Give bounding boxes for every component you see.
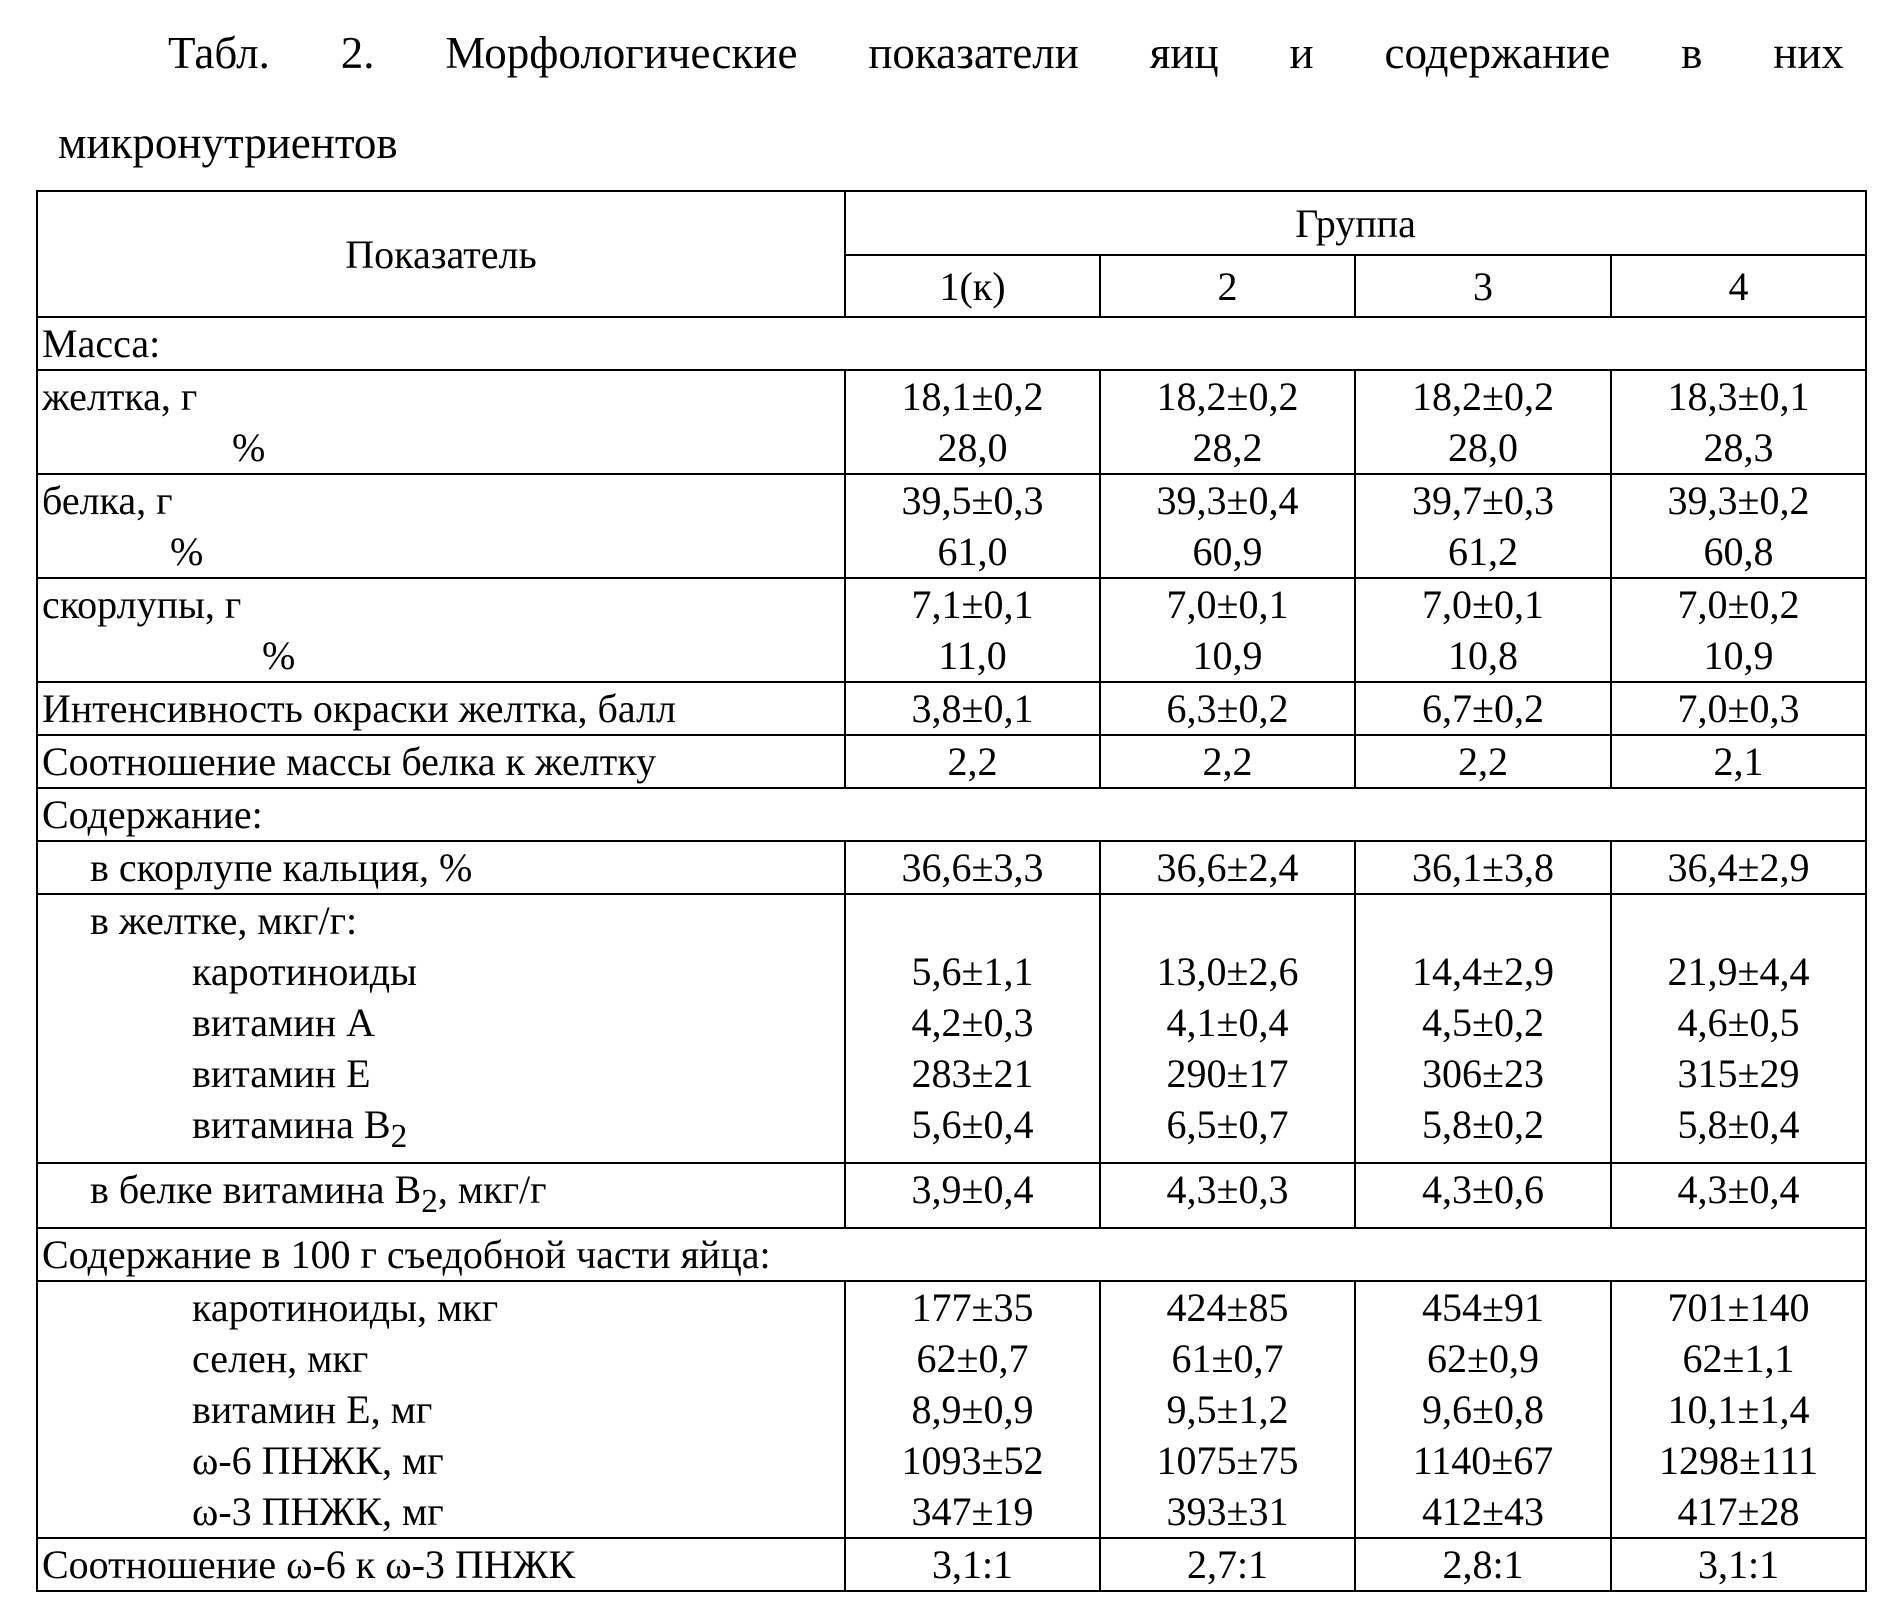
cell-value: 18,2±0,2 bbox=[1156, 374, 1299, 419]
row-label bbox=[37, 578, 845, 682]
table-row-omega-ratio bbox=[37, 1538, 1866, 1591]
cell-group-2: 36,6±2,4 bbox=[1100, 841, 1355, 894]
cell-value: 4,6±0,5 bbox=[1677, 1000, 1800, 1045]
cell-value: 61±0,7 bbox=[1171, 1336, 1284, 1381]
cell-value: 6,5±0,7 bbox=[1166, 1102, 1289, 1147]
row-label-text: каротиноиды, мкг bbox=[192, 1285, 499, 1330]
cell-group-1 bbox=[845, 578, 1100, 682]
cell-value: 417±28 bbox=[1677, 1489, 1800, 1534]
row-label bbox=[37, 1163, 845, 1228]
cell-value bbox=[1105, 895, 1350, 946]
table-row-edible-heading bbox=[37, 1228, 1866, 1281]
cell-value: 61,0 bbox=[937, 529, 1008, 574]
cell-value: 60,9 bbox=[1192, 529, 1263, 574]
row-label-text: ω-6 ПНЖК, мг bbox=[192, 1438, 444, 1483]
cell-value: 62±0,9 bbox=[1427, 1336, 1539, 1381]
caption-word: показатели bbox=[868, 28, 1079, 78]
cell-value: 39,5±0,3 bbox=[901, 478, 1044, 523]
table-row-yolk-content bbox=[37, 894, 1866, 1163]
cell-value: 14,4±2,9 bbox=[1412, 949, 1554, 994]
cell-group-3: 36,1±3,8 bbox=[1355, 841, 1611, 894]
cell-value: 306±23 bbox=[1422, 1051, 1544, 1096]
cell-group-4 bbox=[1611, 370, 1866, 474]
header-indicator: Показатель bbox=[37, 191, 845, 317]
cell-value: 283±21 bbox=[911, 1051, 1034, 1096]
row-label-text: витамин Е bbox=[192, 1051, 371, 1096]
row-label-text: в скорлупе кальция, % bbox=[90, 845, 473, 890]
cell-value: 28,0 bbox=[1448, 425, 1518, 470]
cell-value: 39,7±0,3 bbox=[1412, 478, 1554, 523]
caption-line-1 bbox=[58, 8, 1844, 98]
cell-group-2 bbox=[1100, 578, 1355, 682]
row-label: Интенсивность окраски желтка, балл bbox=[37, 682, 845, 735]
cell-group-2 bbox=[1100, 370, 1355, 474]
row-label-percent: % bbox=[262, 633, 296, 678]
table-row-white-mass bbox=[37, 474, 1866, 578]
table-row-content-heading bbox=[37, 788, 1866, 841]
cell-group-3 bbox=[1355, 1281, 1611, 1538]
table-caption bbox=[58, 8, 1844, 188]
row-label-text: в белке витамина В bbox=[90, 1167, 422, 1212]
cell-group-4: 3,1:1 bbox=[1611, 1538, 1866, 1591]
cell-group-3 bbox=[1355, 578, 1611, 682]
cell-value: 7,0±0,1 bbox=[1422, 582, 1544, 627]
cell-value: 290±17 bbox=[1166, 1051, 1289, 1096]
cell-group-2: 2,2 bbox=[1100, 735, 1355, 788]
subscript: 2 bbox=[421, 1183, 438, 1220]
table-row-mass-heading bbox=[37, 317, 1866, 370]
cell-value: 5,6±1,1 bbox=[911, 949, 1034, 994]
cell-group-3 bbox=[1355, 474, 1611, 578]
cell-group-4: 7,0±0,3 bbox=[1611, 682, 1866, 735]
row-label-text bbox=[42, 1099, 840, 1162]
cell-value: 412±43 bbox=[1422, 1489, 1544, 1534]
section-label: Масса: bbox=[37, 317, 1866, 370]
row-label-text bbox=[42, 1164, 840, 1227]
table-row-shell-calcium bbox=[37, 841, 1866, 894]
cell-value: 5,8±0,2 bbox=[1422, 1102, 1544, 1147]
row-label-text: витамин А bbox=[192, 1000, 376, 1045]
row-label: Соотношение ω-6 к ω-3 ПНЖК bbox=[37, 1538, 845, 1591]
cell-value: 7,1±0,1 bbox=[911, 582, 1034, 627]
table-row-white-b2 bbox=[37, 1163, 1866, 1228]
cell-group-2 bbox=[1100, 894, 1355, 1163]
cell-group-4 bbox=[1611, 894, 1866, 1163]
cell-value: 18,2±0,2 bbox=[1412, 374, 1554, 419]
row-label bbox=[37, 1281, 845, 1538]
cell-group-2 bbox=[1100, 1281, 1355, 1538]
row-label: Соотношение массы белка к желтку bbox=[37, 735, 845, 788]
cell-group-4: 4,3±0,4 bbox=[1611, 1163, 1866, 1228]
cell-value: 62±1,1 bbox=[1682, 1336, 1795, 1381]
cell-value: 1298±111 bbox=[1659, 1438, 1818, 1483]
caption-word: Табл. bbox=[168, 28, 270, 78]
cell-value: 1075±75 bbox=[1156, 1438, 1299, 1483]
cell-group-3: 2,8:1 bbox=[1355, 1538, 1611, 1591]
row-label-text: витамин Е, мг bbox=[192, 1387, 433, 1432]
cell-value: 10,9 bbox=[1192, 633, 1263, 678]
caption-word: в bbox=[1681, 28, 1703, 78]
row-label-percent: % bbox=[232, 425, 266, 470]
cell-value: 11,0 bbox=[938, 633, 1007, 678]
cell-value: 28,0 bbox=[937, 425, 1008, 470]
header-group-2: 2 bbox=[1100, 255, 1355, 317]
cell-value: 9,5±1,2 bbox=[1166, 1387, 1289, 1432]
cell-value: 4,2±0,3 bbox=[911, 1000, 1034, 1045]
cell-group-1: 3,1:1 bbox=[845, 1538, 1100, 1591]
header-group-4: 4 bbox=[1611, 255, 1866, 317]
row-label-text: ω-3 ПНЖК, мг bbox=[192, 1489, 444, 1534]
cell-value: 347±19 bbox=[911, 1489, 1034, 1534]
row-label-text: в желтке, мкг/г: bbox=[90, 898, 358, 943]
cell-value: 393±31 bbox=[1166, 1489, 1289, 1534]
cell-value: 21,9±4,4 bbox=[1667, 949, 1810, 994]
row-label bbox=[37, 370, 845, 474]
cell-group-2 bbox=[1100, 474, 1355, 578]
cell-value: 10,9 bbox=[1703, 633, 1774, 678]
cell-value bbox=[1616, 895, 1861, 946]
cell-value: 5,8±0,4 bbox=[1677, 1102, 1800, 1147]
caption-word: Морфологические bbox=[445, 28, 798, 78]
cell-value: 454±91 bbox=[1422, 1285, 1544, 1330]
cell-value: 10,1±1,4 bbox=[1667, 1387, 1810, 1432]
cell-value: 1140±67 bbox=[1412, 1438, 1554, 1483]
cell-value: 5,6±0,4 bbox=[911, 1102, 1034, 1147]
caption-line-2: микронутриентов bbox=[58, 118, 398, 168]
cell-value: 28,2 bbox=[1192, 425, 1263, 470]
cell-group-2: 2,7:1 bbox=[1100, 1538, 1355, 1591]
header-group-3: 3 bbox=[1355, 255, 1611, 317]
cell-group-4 bbox=[1611, 474, 1866, 578]
cell-group-1: 3,8±0,1 bbox=[845, 682, 1100, 735]
cell-group-1 bbox=[845, 370, 1100, 474]
cell-group-1: 2,2 bbox=[845, 735, 1100, 788]
cell-value: 61,2 bbox=[1448, 529, 1518, 574]
header-row-1 bbox=[37, 191, 1866, 255]
row-label bbox=[37, 841, 845, 894]
cell-value: 9,6±0,8 bbox=[1422, 1387, 1544, 1432]
row-label bbox=[37, 474, 845, 578]
cell-group-3: 6,7±0,2 bbox=[1355, 682, 1611, 735]
cell-group-1 bbox=[845, 894, 1100, 1163]
cell-group-3 bbox=[1355, 894, 1611, 1163]
cell-value: 4,5±0,2 bbox=[1422, 1000, 1544, 1045]
cell-group-1 bbox=[845, 474, 1100, 578]
row-label-main: белка, г bbox=[42, 478, 173, 523]
cell-value: 7,0±0,2 bbox=[1677, 582, 1800, 627]
section-label: Содержание в 100 г съедобной части яйца: bbox=[37, 1228, 1866, 1281]
caption-word: и bbox=[1289, 28, 1314, 78]
cell-group-4: 2,1 bbox=[1611, 735, 1866, 788]
section-label: Содержание: bbox=[37, 788, 1866, 841]
cell-value: 7,0±0,1 bbox=[1166, 582, 1289, 627]
table-row-yolk-mass bbox=[37, 370, 1866, 474]
cell-value: 10,8 bbox=[1448, 633, 1518, 678]
row-label-text: селен, мкг bbox=[192, 1336, 369, 1381]
cell-value: 177±35 bbox=[911, 1285, 1034, 1330]
cell-value: 28,3 bbox=[1703, 425, 1774, 470]
row-label-text: каротиноиды bbox=[192, 949, 417, 994]
row-label-main: желтка, г bbox=[42, 374, 198, 419]
caption-word: яиц bbox=[1149, 28, 1219, 78]
cell-value: 39,3±0,2 bbox=[1667, 478, 1810, 523]
caption-word: них bbox=[1773, 28, 1844, 78]
cell-value: 39,3±0,4 bbox=[1156, 478, 1299, 523]
table-row-white-yolk-ratio bbox=[37, 735, 1866, 788]
header-group-1: 1(к) bbox=[845, 255, 1100, 317]
cell-value: 1093±52 bbox=[901, 1438, 1044, 1483]
caption-word: 2. bbox=[340, 28, 375, 78]
cell-group-2: 6,3±0,2 bbox=[1100, 682, 1355, 735]
cell-value: 8,9±0,9 bbox=[911, 1387, 1034, 1432]
cell-value: 18,1±0,2 bbox=[901, 374, 1044, 419]
cell-value: 424±85 bbox=[1166, 1285, 1289, 1330]
cell-value: 13,0±2,6 bbox=[1156, 949, 1299, 994]
cell-group-3 bbox=[1355, 370, 1611, 474]
table-row-yolk-color bbox=[37, 682, 1866, 735]
caption-word: содержание bbox=[1384, 28, 1611, 78]
subscript: 2 bbox=[390, 1118, 408, 1155]
cell-value: 62±0,7 bbox=[916, 1336, 1029, 1381]
row-label-percent: % bbox=[170, 529, 204, 574]
cell-value: 60,8 bbox=[1703, 529, 1774, 574]
header-group: Группа bbox=[845, 191, 1866, 255]
cell-value: 4,1±0,4 bbox=[1166, 1000, 1289, 1045]
cell-group-4 bbox=[1611, 578, 1866, 682]
cell-group-1 bbox=[845, 1281, 1100, 1538]
table-row-edible-content bbox=[37, 1281, 1866, 1538]
cell-group-1: 3,9±0,4 bbox=[845, 1163, 1100, 1228]
row-label bbox=[37, 894, 845, 1163]
row-label-text: , мкг/г bbox=[437, 1167, 547, 1212]
cell-group-3: 2,2 bbox=[1355, 735, 1611, 788]
row-label-main: скорлупы, г bbox=[42, 582, 242, 627]
row-label-text: витамина В bbox=[192, 1102, 391, 1147]
cell-value bbox=[850, 895, 1095, 946]
cell-group-2: 4,3±0,3 bbox=[1100, 1163, 1355, 1228]
cell-value: 315±29 bbox=[1677, 1051, 1800, 1096]
cell-group-3: 4,3±0,6 bbox=[1355, 1163, 1611, 1228]
cell-value: 701±140 bbox=[1667, 1285, 1810, 1330]
cell-group-4: 36,4±2,9 bbox=[1611, 841, 1866, 894]
cell-group-4 bbox=[1611, 1281, 1866, 1538]
cell-value bbox=[1360, 895, 1606, 946]
data-table bbox=[36, 190, 1867, 1592]
cell-value: 18,3±0,1 bbox=[1667, 374, 1810, 419]
cell-group-1: 36,6±3,3 bbox=[845, 841, 1100, 894]
table-row-shell-mass bbox=[37, 578, 1866, 682]
